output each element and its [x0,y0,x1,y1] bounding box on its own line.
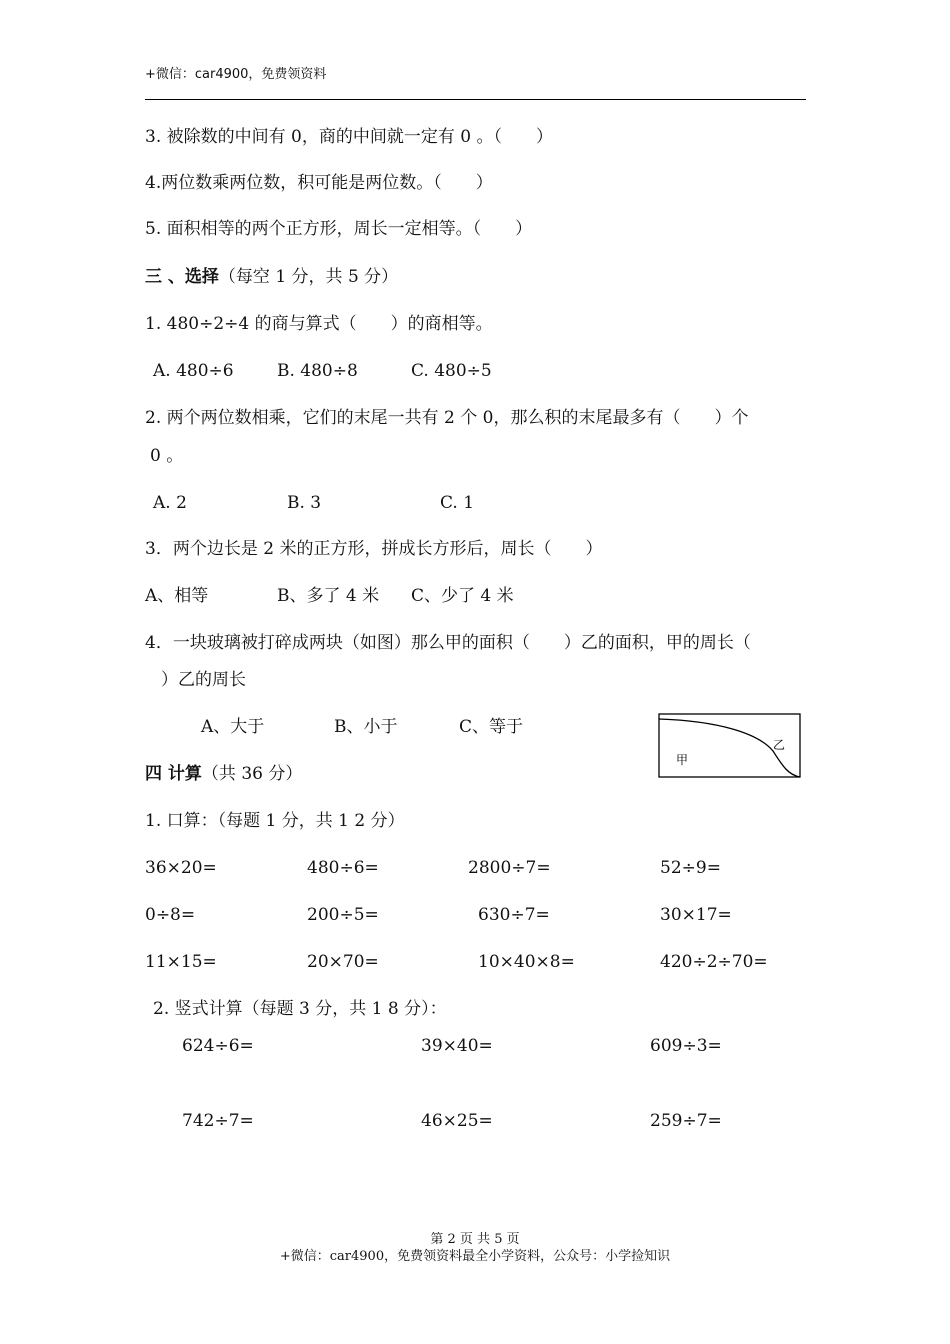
oral-item: 36×20= [145,858,217,878]
oral-item: 630÷7= [478,905,550,925]
vertical-item: 609÷3= [650,1036,722,1056]
choice-2-option-b: B. 3 [287,493,322,513]
oral-item: 10×40×8= [478,952,575,972]
label-jia: 甲 [676,753,689,767]
choice-4-option-b: B、小于 [334,717,398,737]
oral-item: 420÷2÷70= [660,952,768,972]
vertical-item: 259÷7= [650,1111,722,1131]
choice-1-stem: 1. 480÷2÷4 的商与算式（ ）的商相等。 [145,314,493,334]
label-yi: 乙 [773,738,786,752]
oral-calc-title: 1. 口算：（每题 1 分，共 1 2 分） [145,811,405,831]
oral-item: 11×15= [145,952,217,972]
choice-4-option-a: A、大于 [201,717,265,737]
oral-item: 200÷5= [307,905,379,925]
choice-4-stem-line-1: 4．一块玻璃被打碎成两块（如图）那么甲的面积（ ）乙的面积，甲的周长（ [145,633,751,653]
broken-glass-figure [658,713,801,778]
oral-item: 20×70= [307,952,379,972]
choice-1-option-b: B. 480÷8 [277,361,358,381]
oral-item: 30×17= [660,905,732,925]
vertical-item: 39×40= [421,1036,493,1056]
page-number: 第 2 页 共 5 页 [430,1232,520,1247]
oral-item: 480÷6= [307,858,379,878]
choice-3-option-c: C、少了 4 米 [411,586,514,606]
oral-item: 52÷9= [660,858,721,878]
section-3-heading [145,269,398,286]
choice-3-stem: 3．两个边长是 2 米的正方形，拼成长方形后，周长（ ） [145,539,603,559]
section-4-title: 四 计算 [145,764,202,784]
judge-question-4: 4.两位数乘两位数，积可能是两位数。（ ） [145,173,493,193]
section-3-title: 三 、选择 [145,267,219,287]
header-rule [145,99,806,100]
section-4-heading [145,766,302,783]
vertical-item: 742÷7= [182,1111,254,1131]
judge-question-5: 5. 面积相等的两个正方形，周长一定相等。（ ） [145,219,533,239]
section-3-score-note: （每空 1 分，共 5 分） [218,267,399,287]
choice-2-stem-line-1: 2. 两个两位数相乘，它们的末尾一共有 2 个 0，那么积的末尾最多有（ ）个 [145,408,749,428]
footer-text: +微信：car4900，免费领资料最全小学资料，公众号：小学捡知识 [279,1249,671,1264]
choice-4-stem-line-2: ）乙的周长 [161,670,246,690]
vertical-calc-title: 2. 竖式计算（每题 3 分，共 1 8 分）： [153,999,447,1019]
judge-question-3: 3. 被除数的中间有 0，商的中间就一定有 0 。（ ） [145,127,553,147]
choice-3-option-b: B、多了 4 米 [277,586,380,606]
oral-item: 0÷8= [145,905,196,925]
oral-item: 2800÷7= [468,858,551,878]
choice-1-option-a: A. 480÷6 [153,361,234,381]
header-text: +微信：car4900，免费领资料 [145,67,327,82]
choice-2-option-c: C. 1 [440,493,475,513]
choice-2-option-a: A. 2 [153,493,187,513]
choice-2-stem-line-2: 0 。 [150,446,184,466]
vertical-item: 624÷6= [182,1036,254,1056]
choice-1-option-c: C. 480÷5 [411,361,492,381]
choice-3-option-a: A、相等 [145,586,209,606]
vertical-item: 46×25= [421,1111,493,1131]
section-4-score-note: （共 36 分） [201,764,303,784]
choice-4-option-c: C、等于 [459,717,524,737]
